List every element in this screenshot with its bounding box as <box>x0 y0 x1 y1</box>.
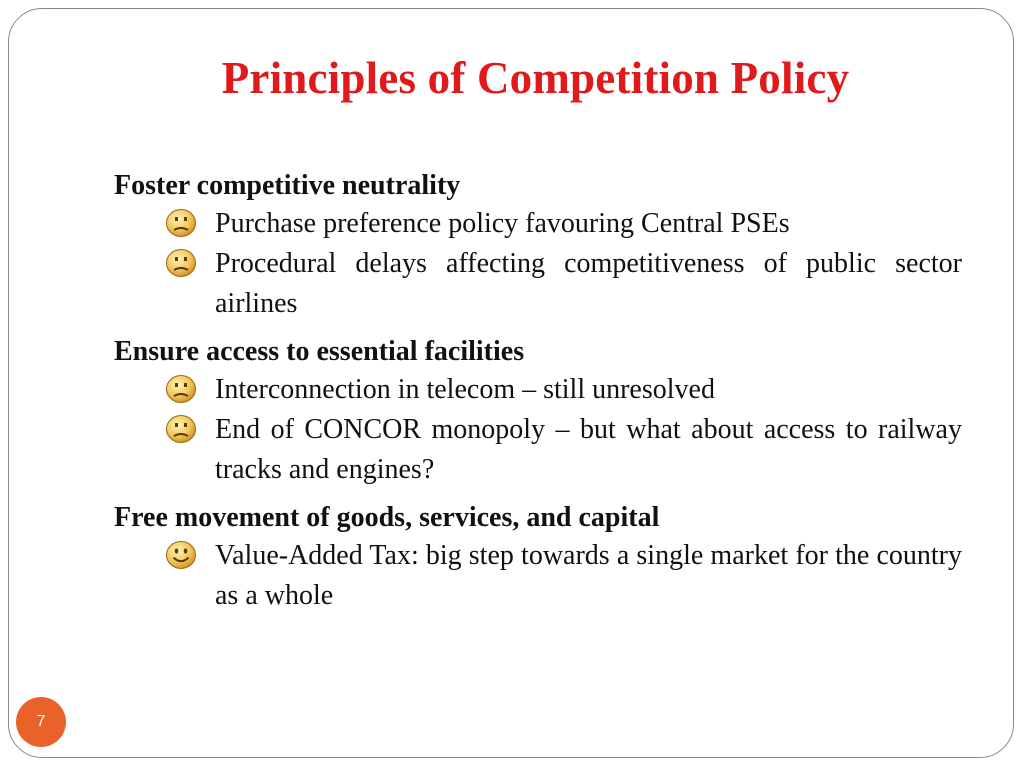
item-text: Procedural delays affecting competitiveness of public sector airlines <box>215 248 962 319</box>
item-text: Value-Added Tax: big step towards a single market for the country as a whole <box>215 540 962 611</box>
item-text: End of CONCOR monopoly – but what about access to railway tracks and engines? <box>215 414 962 485</box>
section-heading-competitive-neutrality: Foster competitive neutrality <box>114 170 461 201</box>
sad-face-icon <box>165 374 197 404</box>
list-item <box>114 204 962 244</box>
list-item <box>114 536 962 616</box>
sad-face-icon <box>165 248 197 278</box>
sad-face-icon <box>165 208 197 238</box>
slide-content <box>114 168 962 616</box>
page-number-badge: 7 <box>16 697 66 747</box>
list-item <box>114 244 962 324</box>
list-item <box>114 410 962 490</box>
item-text: Purchase preference policy favouring Central PSEs <box>215 208 790 239</box>
list-item <box>114 370 962 410</box>
section-heading-free-movement: Free movement of goods, services, and capital <box>114 502 660 533</box>
section-heading-essential-facilities: Ensure access to essential facilities <box>114 336 525 367</box>
slide-title: Principles of Competition Policy <box>221 53 850 103</box>
smile-face-icon <box>165 540 197 570</box>
item-text: Interconnection in telecom – still unresolved <box>215 374 715 405</box>
sad-face-icon <box>165 414 197 444</box>
